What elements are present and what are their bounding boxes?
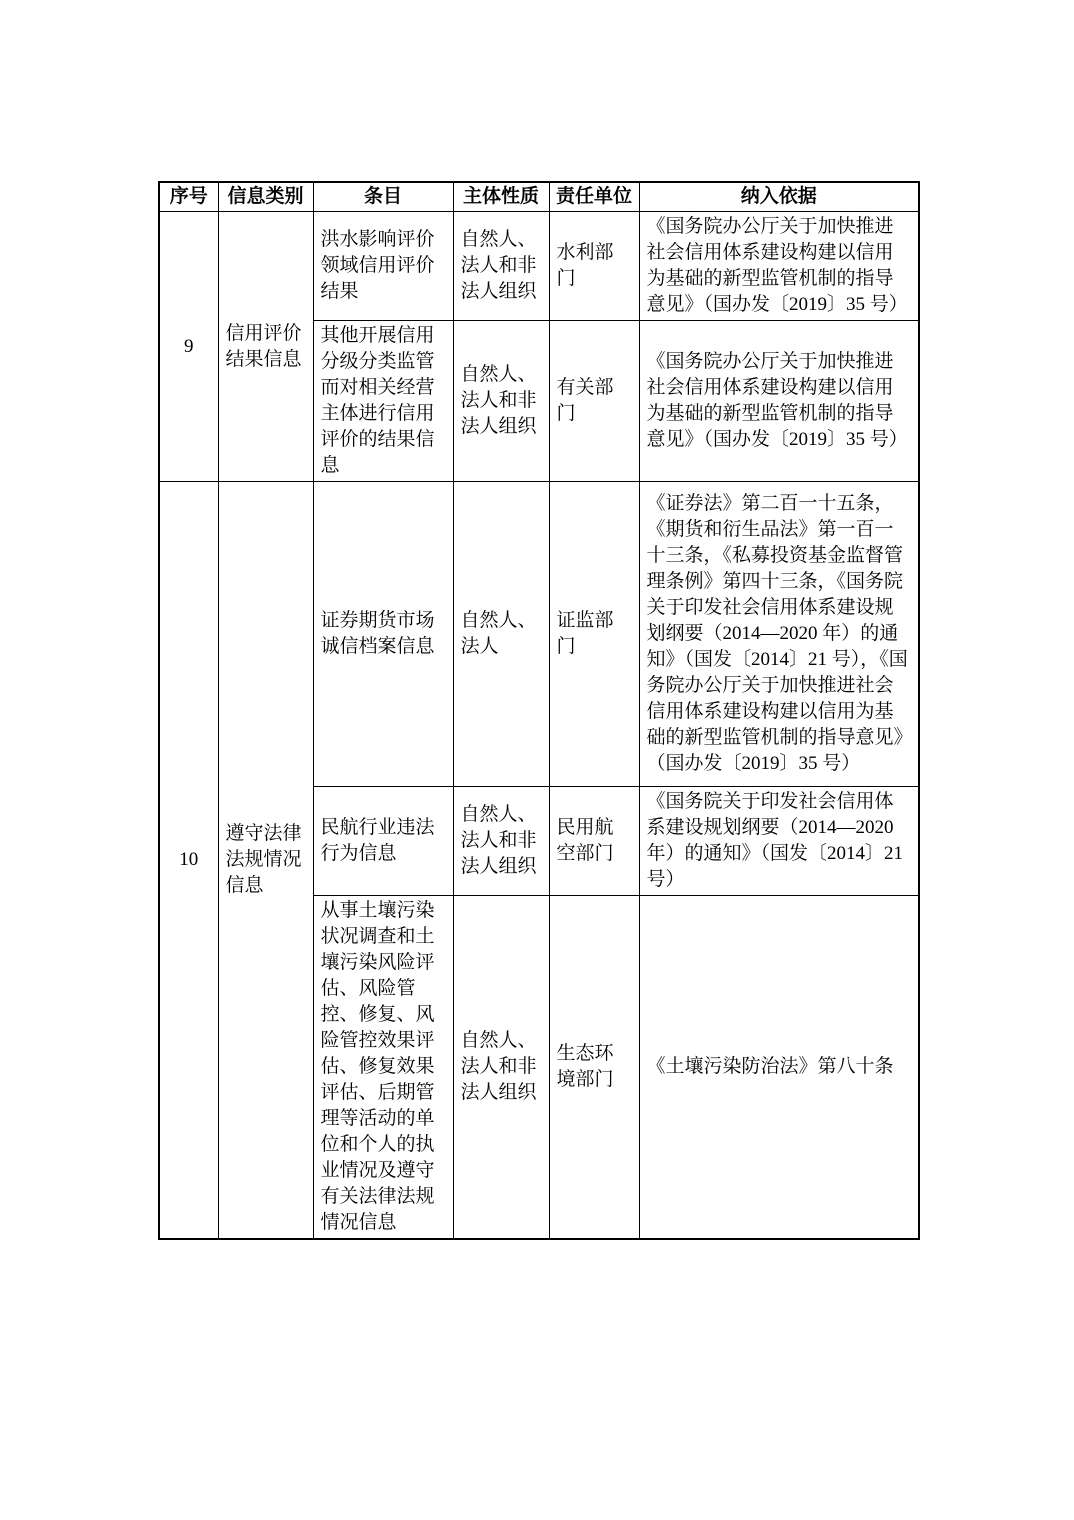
unit-cell: 水利部门 [549, 212, 639, 321]
category-cell-10: 遵守法律法规情况信息 [218, 482, 313, 1240]
subject-cell: 自然人、法人和非法人组织 [453, 212, 549, 321]
unit-cell: 证监部门 [549, 482, 639, 787]
seq-cell-10: 10 [159, 482, 218, 1240]
unit-cell: 生态环境部门 [549, 896, 639, 1240]
header-item: 条目 [313, 182, 453, 212]
basis-cell: 《国务院办公厅关于加快推进社会信用体系建设构建以信用为基础的新型监管机制的指导意见》（国办发〔2019〕35 号） [639, 212, 919, 321]
basis-cell: 《证券法》第二百一十五条，《期货和衍生品法》第一百一十三条，《私募投资基金监督管理条例》第四十三条，《国务院关于印发社会信用体系建设规划纲要（2014—2020 年）的通知》（国发〔2014〕21 号），《国务院办公厅关于加快推进社会信用体系建设构建以信用为基础的新型监管机制的指导意见》（国办发〔2019〕35 号） [639, 482, 919, 787]
item-cell: 其他开展信用分级分类监管而对相关经营主体进行信用评价的结果信息 [313, 321, 453, 482]
credit-info-table [158, 181, 920, 1240]
header-category: 信息类别 [218, 182, 313, 212]
unit-cell: 有关部门 [549, 321, 639, 482]
seq-cell-9: 9 [159, 212, 218, 482]
credit-info-table-container [158, 181, 918, 1240]
basis-cell: 《国务院办公厅关于加快推进社会信用体系建设构建以信用为基础的新型监管机制的指导意见》（国办发〔2019〕35 号） [639, 321, 919, 482]
item-cell: 证券期货市场诚信档案信息 [313, 482, 453, 787]
category-cell-9: 信用评价结果信息 [218, 212, 313, 482]
basis-cell: 《土壤污染防治法》第八十条 [639, 896, 919, 1240]
table-row [159, 482, 919, 787]
table-row [159, 212, 919, 321]
header-row [159, 182, 919, 212]
header-unit: 责任单位 [549, 182, 639, 212]
subject-cell: 自然人、法人和非法人组织 [453, 787, 549, 896]
item-cell: 民航行业违法行为信息 [313, 787, 453, 896]
subject-cell: 自然人、法人和非法人组织 [453, 321, 549, 482]
item-cell: 洪水影响评价领域信用评价结果 [313, 212, 453, 321]
unit-cell: 民用航空部门 [549, 787, 639, 896]
item-cell: 从事土壤污染状况调查和土壤污染风险评估、风险管控、修复、风险管控效果评估、修复效果评估、后期管理等活动的单位和个人的执业情况及遵守有关法律法规情况信息 [313, 896, 453, 1240]
header-subject: 主体性质 [453, 182, 549, 212]
header-basis: 纳入依据 [639, 182, 919, 212]
basis-cell: 《国务院关于印发社会信用体系建设规划纲要（2014—2020 年）的通知》（国发〔2014〕21 号） [639, 787, 919, 896]
subject-cell: 自然人、法人 [453, 482, 549, 787]
header-seq: 序号 [159, 182, 218, 212]
subject-cell: 自然人、法人和非法人组织 [453, 896, 549, 1240]
